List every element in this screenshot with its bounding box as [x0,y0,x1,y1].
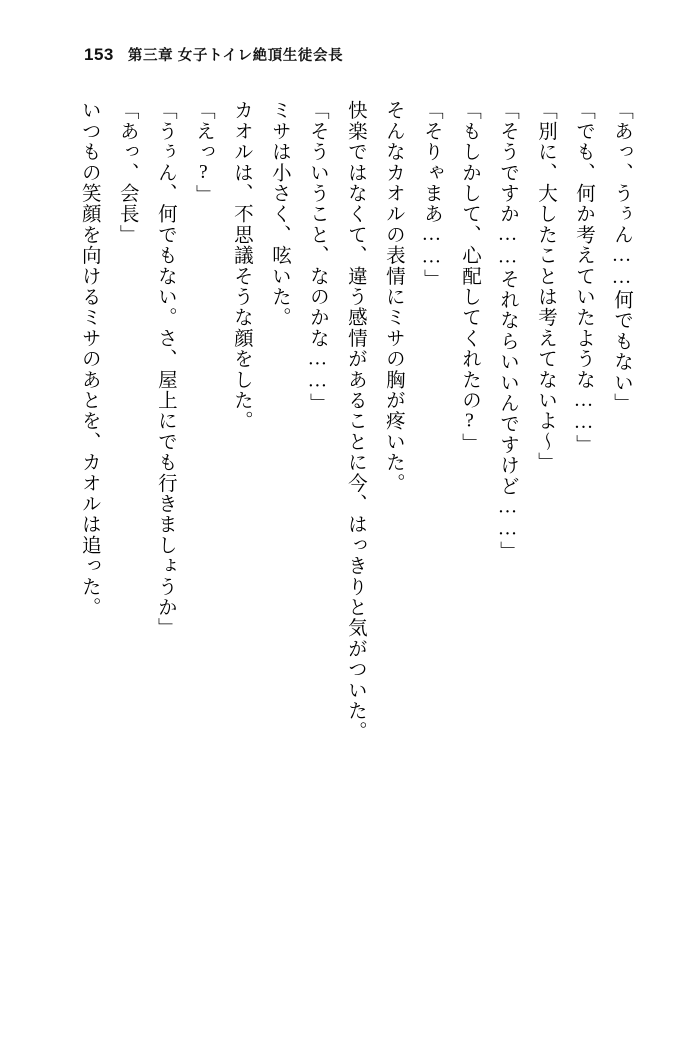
text-line: 「えっ?」 [192,100,214,205]
chapter-title: 第三章 女子トイレ絶頂生徒会長 [127,48,344,64]
text-line: 「そりゃまあ……」 [420,100,442,290]
text-line: 「うぅん、何でもない。さ、屋上にでも行きましょうか」 [154,100,176,639]
text-line: 「あっ、うぅん……何でもない」 [611,100,632,414]
text-line: 「別に、大したことは考えてないよ〜」 [534,100,556,473]
text-line: 「もしかして、心配してくれたの?」 [458,100,480,454]
body-text [60,100,640,930]
text-line: そんなカオルの表情にミサの胸が疼いた。 [382,100,404,494]
text-line: 「そうですか……それならいいんですけど……」 [496,100,518,562]
text-line: 「そういうこと、なのかな……」 [306,100,328,414]
text-line: 「あっ、会長」 [116,100,138,245]
page-header [0,44,700,65]
text-line: 「でも、何か考えていたような……」 [572,100,594,455]
text-line: ミサは小さく、呟いた。 [268,100,290,328]
page-number: 153 [84,45,114,64]
text-line: カオルは、不思議そうな顔をした。 [230,100,252,432]
text-line: いつもの笑顔を向けるミサのあとを、カオルは追った。 [78,100,100,618]
text-line: 快楽ではなくて、違う感情があることに今、はっきりと気がついた。 [344,100,366,742]
